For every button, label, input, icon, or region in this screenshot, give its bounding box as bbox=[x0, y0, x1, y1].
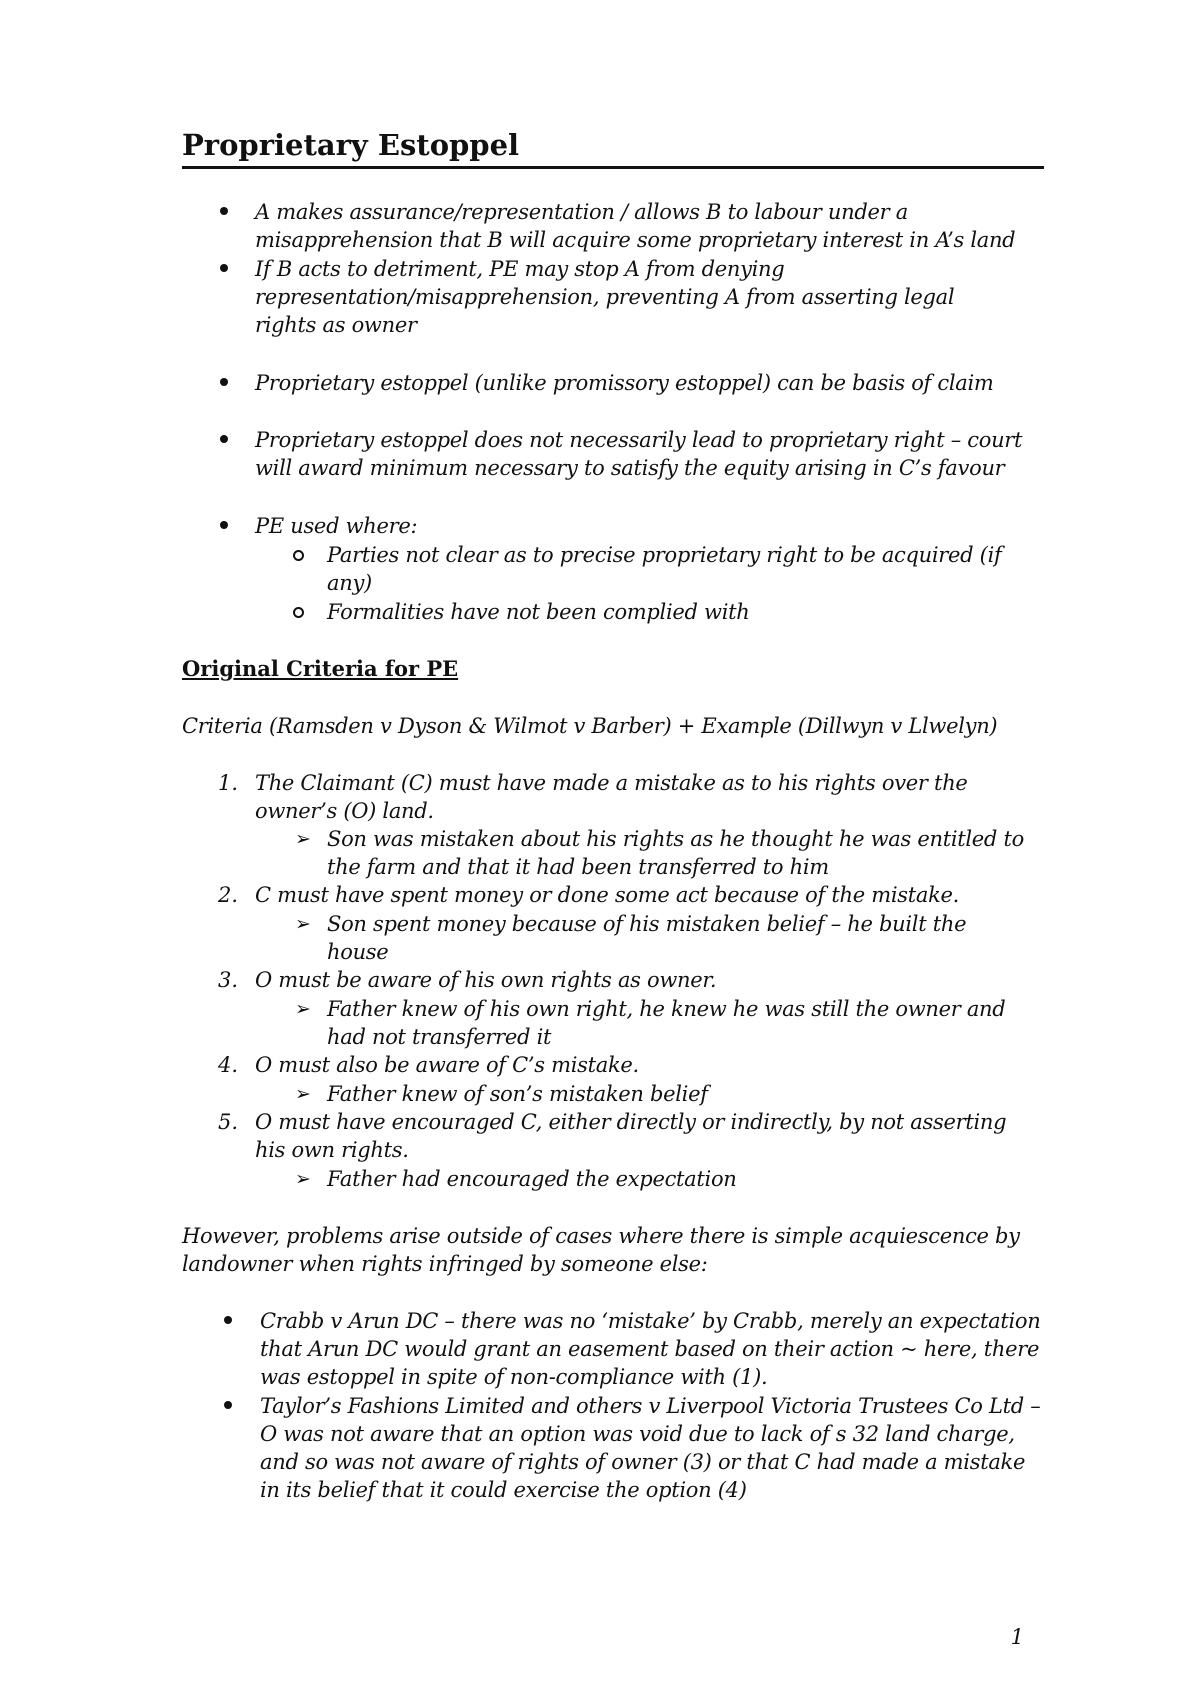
criteria-intro: Criteria (Ramsden v Dyson & Wilmot v Barber) + Example (Dillwyn v Llwelyn) bbox=[182, 714, 998, 738]
example-line: Son spent money because of his mistaken belief – he built the bbox=[327, 912, 967, 936]
bullet-marker bbox=[220, 378, 228, 386]
case-line: O was not aware that an option was void due to lack of s 32 land charge, bbox=[260, 1422, 1015, 1446]
circle-bullet-marker bbox=[293, 607, 304, 618]
criterion-number: 1. bbox=[218, 771, 239, 795]
bullet-marker bbox=[220, 264, 228, 272]
circle-bullet-marker bbox=[293, 550, 304, 561]
bullet-marker bbox=[220, 207, 228, 215]
criterion-line: owner’s (O) land. bbox=[255, 799, 434, 823]
example-line: Father knew of son’s mistaken belief bbox=[327, 1082, 708, 1106]
criterion-line: O must have encouraged C, either directly or indirectly, by not asserting bbox=[255, 1110, 1007, 1134]
bullet-marker bbox=[220, 521, 228, 529]
bullet-marker bbox=[224, 1316, 232, 1324]
criterion-line: his own rights. bbox=[255, 1138, 409, 1162]
arrow-bullet-icon: ➢ bbox=[295, 998, 311, 1020]
page-number: 1 bbox=[1010, 1625, 1024, 1649]
bullet-line: PE used where: bbox=[255, 514, 418, 538]
bullet-line: representation/misapprehension, preventing A from asserting legal bbox=[255, 285, 955, 309]
however-line: However, problems arise outside of cases where there is simple acquiescence by bbox=[182, 1224, 1020, 1248]
arrow-bullet-icon: ➢ bbox=[295, 1168, 311, 1190]
however-line: landowner when rights infringed by someone else: bbox=[182, 1252, 708, 1276]
case-line: in its belief that it could exercise the option (4) bbox=[260, 1478, 747, 1502]
arrow-bullet-icon: ➢ bbox=[295, 828, 311, 850]
bullet-marker bbox=[224, 1401, 232, 1409]
case-line: and so was not aware of rights of owner (3) or that C had made a mistake bbox=[260, 1450, 1026, 1474]
bullet-line: A makes assurance/representation / allows B to labour under a bbox=[255, 200, 908, 224]
bullet-line: rights as owner bbox=[255, 313, 417, 337]
sub-bullet-line: Formalities have not been complied with bbox=[327, 600, 750, 624]
sub-bullet-line: Parties not clear as to precise proprietary right to be acquired (if bbox=[327, 543, 1002, 567]
case-line: Crabb v Arun DC – there was no ‘mistake’ by Crabb, merely an expectation bbox=[260, 1309, 1041, 1333]
bullet-line: If B acts to detriment, PE may stop A from denying bbox=[255, 257, 785, 281]
arrow-bullet-icon: ➢ bbox=[295, 913, 311, 935]
bullet-marker bbox=[220, 435, 228, 443]
example-line: had not transferred it bbox=[327, 1025, 552, 1049]
section-heading: Original Criteria for PE bbox=[182, 656, 459, 681]
criterion-number: 3. bbox=[218, 968, 239, 992]
criterion-number: 5. bbox=[218, 1110, 239, 1134]
example-line: Son was mistaken about his rights as he thought he was entitled to bbox=[327, 827, 1024, 851]
case-line: Taylor’s Fashions Limited and others v Liverpool Victoria Trustees Co Ltd – bbox=[260, 1394, 1041, 1418]
example-line: Father had encouraged the expectation bbox=[327, 1167, 737, 1191]
arrow-bullet-icon: ➢ bbox=[295, 1083, 311, 1105]
criterion-line: O must also be aware of C’s mistake. bbox=[255, 1053, 639, 1077]
criterion-line: C must have spent money or done some act because of the mistake. bbox=[255, 883, 960, 907]
criterion-line: The Claimant (C) must have made a mistake as to his rights over the bbox=[255, 771, 968, 795]
case-line: was estoppel in spite of non-compliance with (1). bbox=[260, 1365, 768, 1389]
example-line: the farm and that it had been transferred to him bbox=[327, 855, 829, 879]
case-line: that Arun DC would grant an easement based on their action ~ here, there bbox=[260, 1337, 1040, 1361]
example-line: house bbox=[327, 940, 389, 964]
bullet-line: Proprietary estoppel (unlike promissory estoppel) can be basis of claim bbox=[255, 371, 994, 395]
sub-bullet-line: any) bbox=[327, 571, 372, 595]
criterion-number: 4. bbox=[218, 1053, 239, 1077]
bullet-line: misapprehension that B will acquire some proprietary interest in A’s land bbox=[255, 228, 1016, 252]
criterion-number: 2. bbox=[218, 883, 239, 907]
example-line: Father knew of his own right, he knew he was still the owner and bbox=[327, 997, 1006, 1021]
criterion-line: O must be aware of his own rights as owner. bbox=[255, 968, 717, 992]
bullet-line: Proprietary estoppel does not necessarily lead to proprietary right – court bbox=[255, 428, 1023, 452]
page-title: Proprietary Estoppel bbox=[182, 128, 1044, 169]
bullet-line: will award minimum necessary to satisfy the equity arising in C’s favour bbox=[255, 456, 1005, 480]
